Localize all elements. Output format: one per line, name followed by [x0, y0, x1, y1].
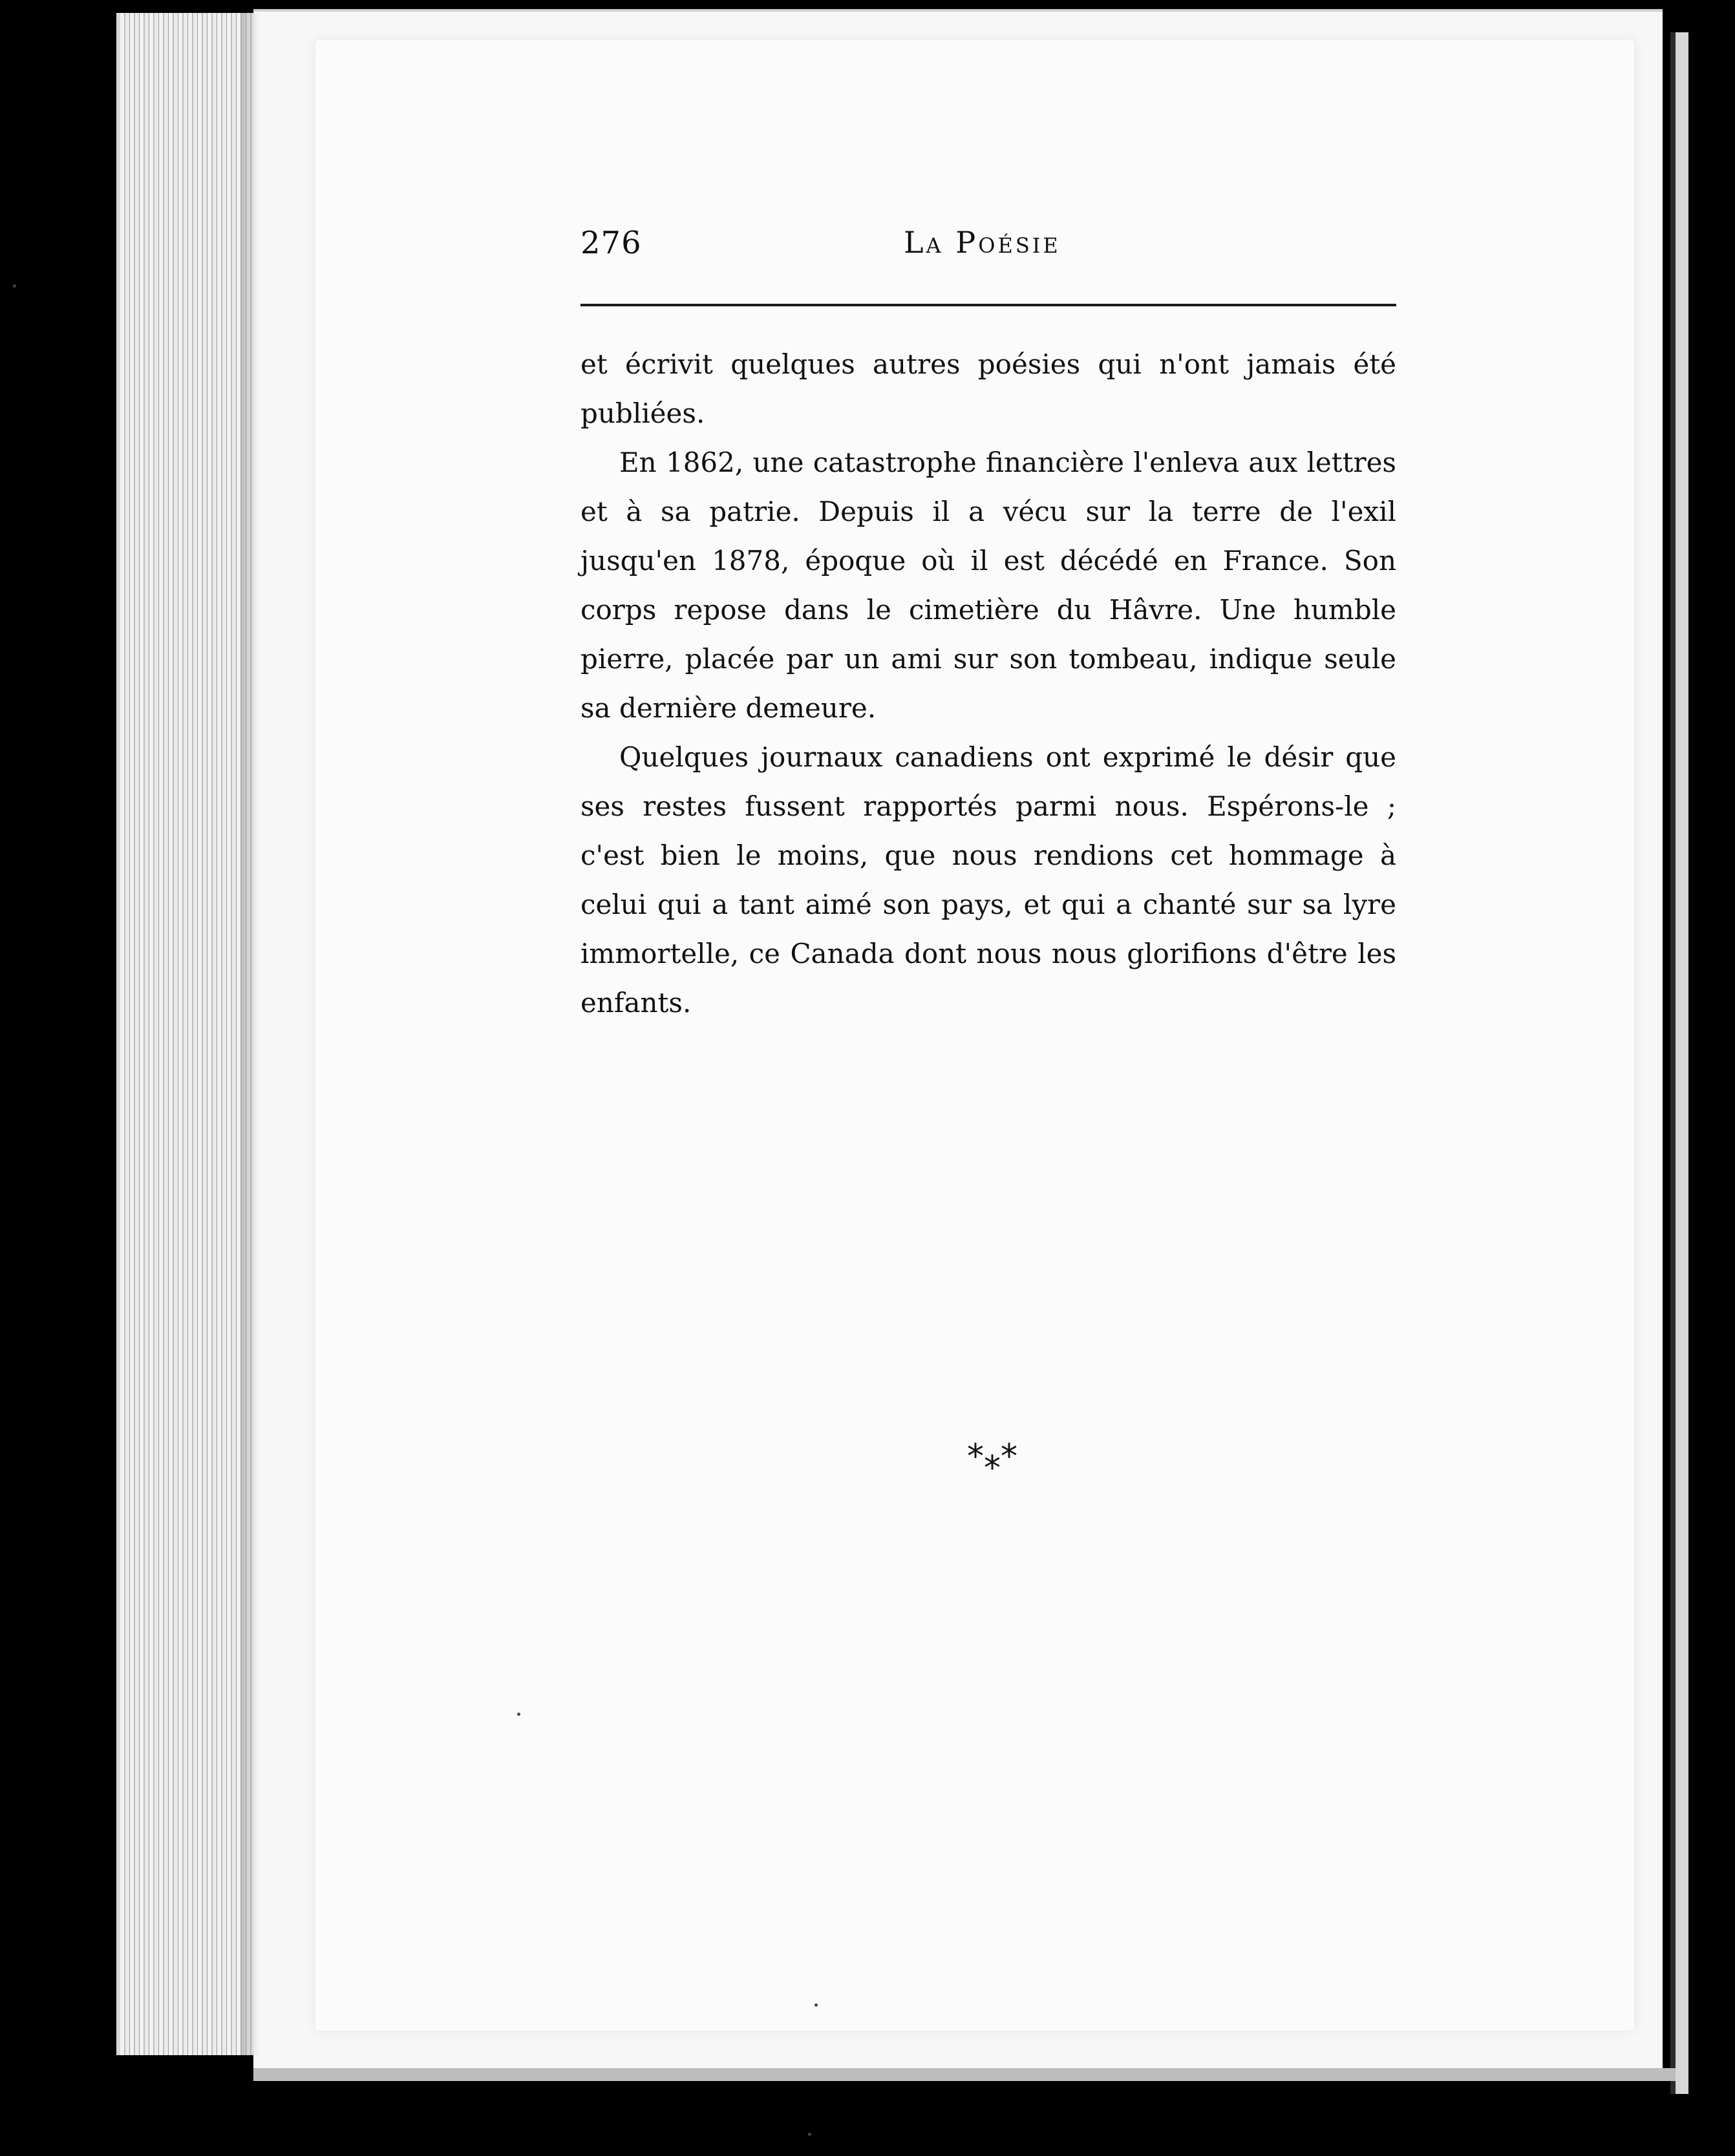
page-number: 276	[580, 225, 642, 261]
running-head	[580, 220, 1396, 271]
scan-speck	[517, 1713, 520, 1716]
asterism-star-left: *	[967, 1437, 984, 1476]
paragraph-remains: Quelques journaux canadiens ont exprimé le désir que ses restes fussent rapportés parmi nous. Espérons-le ; c'est bien le moins, que nous rendions cet hommage à celui qui a tant aimé son pays, et qui a chanté sur sa lyre immortelle, ce Canada dont nous nous glorifions d'être les enfants.	[580, 741, 1396, 1019]
asterism-ornament	[967, 1437, 1017, 1488]
body-text	[580, 340, 1396, 1028]
page-inner-area	[315, 40, 1634, 2031]
bottom-page-edge	[253, 2068, 1676, 2081]
running-title: La Poésie	[904, 225, 1061, 260]
paragraph-continuation: et écrivit quelques autres poésies qui n'ont jamais été publiées.	[580, 348, 1396, 429]
paragraph-exile: En 1862, une catastrophe financière l'enleva aux lettres et à sa patrie. Depuis il a vécu sur la terre de l'exil jusqu'en 1878, époque où il est décédé en France. Son corps repose dans le cimetière du Hâvre. Une humble pierre, placée par un ami sur son tombeau, indique seule sa dernière demeure.	[580, 447, 1396, 724]
scan-speck	[814, 2003, 818, 2007]
spine-shadow	[240, 13, 260, 2055]
facing-page-edge	[1670, 32, 1688, 2094]
scan-speck	[13, 284, 16, 288]
scan-speck	[808, 2133, 811, 2136]
header-rule	[580, 304, 1396, 306]
text-block	[580, 220, 1396, 1019]
asterism-star-middle: *	[984, 1449, 1001, 1488]
asterism-star-right: *	[1001, 1437, 1017, 1476]
page-sheet	[253, 9, 1663, 2071]
